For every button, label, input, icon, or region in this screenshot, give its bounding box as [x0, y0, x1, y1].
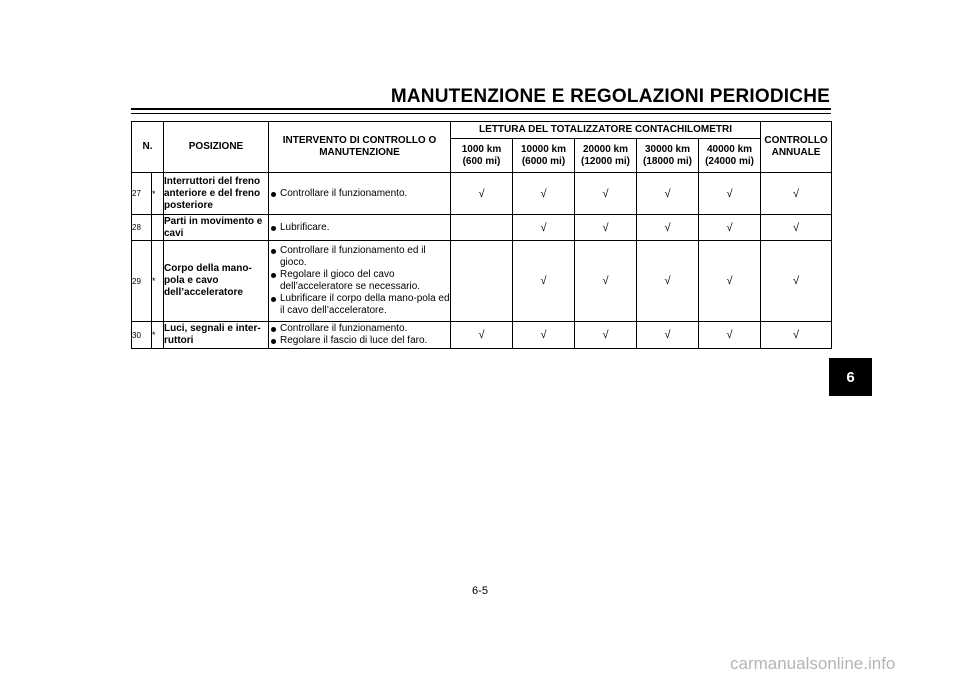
check-mark: √: [699, 215, 761, 241]
check-mark: √: [575, 173, 637, 215]
row-star: *: [152, 322, 164, 349]
row-actions: [269, 173, 451, 215]
check-mark: √: [575, 241, 637, 322]
row-item: Luci, segnali e inter-ruttori: [164, 322, 269, 349]
header-number: N.: [132, 122, 164, 173]
watermark: carmanualsonline.info: [730, 654, 896, 673]
check-mark: √: [575, 322, 637, 349]
check-mark: √: [513, 241, 575, 322]
row-item: Interruttori del freno anteriore e del freno posteriore: [164, 173, 269, 215]
table-row: [132, 322, 832, 349]
row-actions: [269, 322, 451, 349]
title-rule-thick: [131, 108, 831, 110]
check-mark: [451, 241, 513, 322]
header-odometer: LETTURA DEL TOTALIZZATORE CONTACHILOMETRI: [451, 122, 761, 139]
check-mark: √: [513, 173, 575, 215]
table-row: [132, 241, 832, 322]
header-interval: 30000 km (18000 mi): [637, 139, 699, 173]
row-star: *: [152, 241, 164, 322]
action-bullet: Controllare il funzionamento.: [269, 323, 450, 335]
maintenance-table: [131, 121, 832, 349]
action-bullet: Lubrificare il corpo della mano-pola ed il cavo dell’acceleratore.: [269, 293, 450, 317]
check-mark: √: [513, 215, 575, 241]
header-intervention: INTERVENTO DI CONTROLLO O MANUTENZIONE: [269, 122, 451, 173]
check-mark: √: [637, 215, 699, 241]
check-mark: √: [761, 322, 832, 349]
header-interval: 20000 km (12000 mi): [575, 139, 637, 173]
row-item: Corpo della mano-pola e cavo dell’acceleratore: [164, 241, 269, 322]
header-position: POSIZIONE: [164, 122, 269, 173]
check-mark: √: [699, 173, 761, 215]
row-star: *: [152, 173, 164, 215]
check-mark: [451, 215, 513, 241]
check-mark: √: [513, 322, 575, 349]
check-mark: √: [637, 173, 699, 215]
check-mark: √: [761, 241, 832, 322]
action-bullet: Regolare il gioco del cavo dell’acceleratore se necessario.: [269, 269, 450, 293]
row-number: 28: [132, 215, 152, 241]
header-annual: CONTROLLO ANNUALE: [761, 122, 832, 173]
check-mark: √: [637, 322, 699, 349]
action-bullet: Regolare il fascio di luce del faro.: [269, 335, 450, 347]
row-item: Parti in movimento e cavi: [164, 215, 269, 241]
row-number: 29: [132, 241, 152, 322]
header-interval: 40000 km (24000 mi): [699, 139, 761, 173]
check-mark: √: [451, 173, 513, 215]
check-mark: √: [761, 215, 832, 241]
check-mark: √: [637, 241, 699, 322]
row-actions: [269, 241, 451, 322]
check-mark: √: [451, 322, 513, 349]
header-interval: 1000 km (600 mi): [451, 139, 513, 173]
check-mark: √: [699, 241, 761, 322]
title-rule-thin: [131, 113, 831, 114]
header-interval: 10000 km (6000 mi): [513, 139, 575, 173]
row-number: 30: [132, 322, 152, 349]
page-number: 6-5: [472, 585, 488, 597]
row-actions: [269, 215, 451, 241]
row-number: 27: [132, 173, 152, 215]
check-mark: √: [761, 173, 832, 215]
check-mark: √: [575, 215, 637, 241]
check-mark: √: [699, 322, 761, 349]
row-star: [152, 215, 164, 241]
table-row: [132, 215, 832, 241]
action-bullet: Lubrificare.: [269, 222, 450, 234]
action-bullet: Controllare il funzionamento ed il gioco.: [269, 245, 450, 269]
table-row: [132, 173, 832, 215]
action-bullet: Controllare il funzionamento.: [269, 188, 450, 200]
chapter-tab: 6: [829, 358, 872, 396]
page-title: MANUTENZIONE E REGOLAZIONI PERIODICHE: [390, 86, 830, 107]
